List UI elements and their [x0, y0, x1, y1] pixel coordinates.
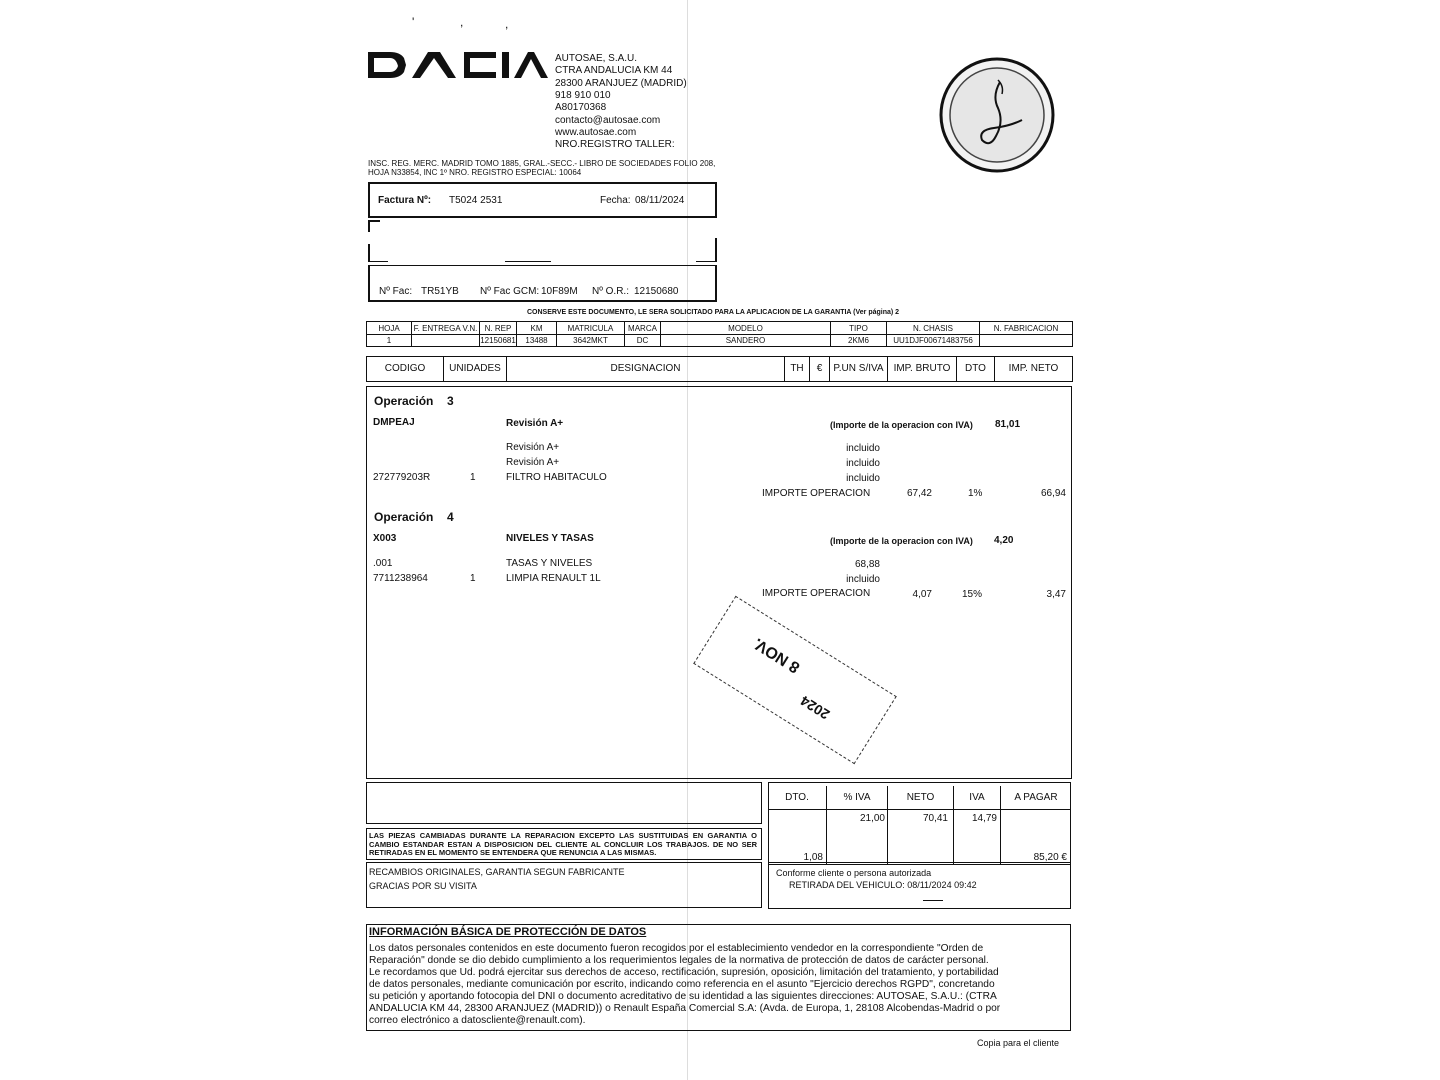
vehicle-value-cell: 1 — [366, 334, 412, 347]
scan-speck: , — [505, 17, 509, 31]
vehicle-header-cell: MATRICULA — [556, 321, 625, 335]
signature-line — [923, 900, 943, 901]
line-price: incluido — [846, 574, 880, 585]
totals-a-pagar: 85,20 € — [1033, 852, 1067, 863]
retirada-text: RETIRADA DEL VEHICULO: 08/11/2024 09:42 — [789, 880, 977, 890]
vehicle-value-cell: 3642MKT — [556, 334, 625, 347]
line-price: 68,88 — [854, 559, 880, 570]
items-header-cell: P.UN S/IVA — [829, 356, 888, 382]
bracket — [368, 220, 380, 222]
totals-header-cell: NETO — [888, 786, 954, 810]
totals-divider — [1000, 810, 1001, 865]
op3-number: 3 — [447, 394, 454, 408]
privacy-line: de datos personales, mediante comunicación por escrito, indicando como referencia en el asunto "Ejercicio derechos RGPD", concretando — [369, 979, 995, 990]
totals-header-cell: A PAGAR — [1001, 786, 1071, 810]
vehicle-header-cell: MARCA — [624, 321, 661, 335]
op4-iva-label: (Importe de la operacion con IVA) — [830, 536, 973, 546]
line-desc: LIMPIA RENAULT 1L — [506, 573, 601, 584]
op3-iva-value: 81,01 — [995, 419, 1021, 430]
company-line: 918 910 010 — [555, 89, 611, 101]
totals-divider — [887, 810, 888, 865]
op4-code: X003 — [373, 533, 397, 544]
vehicle-header-cell: MODELO — [660, 321, 831, 335]
line-price: incluido — [846, 473, 880, 484]
vehicle-header-cell: F. ENTREGA V.N. — [411, 321, 480, 335]
vehicle-header-cell: TIPO — [830, 321, 887, 335]
line-desc: Revisión A+ — [506, 442, 560, 453]
company-line: AUTOSAE, S.A.U. — [555, 53, 638, 64]
items-header-cell: CODIGO — [366, 356, 444, 382]
dacia-logo — [368, 52, 548, 78]
op3-code: DMPEAJ — [373, 417, 415, 428]
factura-number: T5024 2531 — [449, 195, 503, 206]
privacy-line: correo electrónico a datoscliente@renault.com). — [369, 1015, 586, 1026]
nfac-value: TR51YB — [421, 286, 459, 297]
items-header-cell: € — [809, 356, 830, 382]
op3-bruto: 67,42 — [906, 488, 932, 499]
line-units: 1 — [470, 472, 476, 483]
privacy-title: INFORMACIÓN BÁSICA DE PROTECCIÓN DE DATOS — [369, 926, 647, 938]
vehicle-value-cell — [979, 334, 1073, 347]
signature-seal — [938, 56, 1056, 174]
privacy-line: Le recordamos que Ud. podrá ejercitar sus derechos de acceso, rectificación, supresión, oposición, limitación del tratamiento, y portabilidad — [369, 967, 999, 978]
privacy-line: Los datos personales contenidos en este documento fueron recogidos por el establecimiento vendedor en la correspondiente "Orden de — [369, 943, 984, 954]
totals-header-cell: DTO. — [768, 786, 827, 810]
op3-iva-label: (Importe de la operacion con IVA) — [830, 420, 973, 430]
op4-importe-label: IMPORTE OPERACION — [762, 588, 871, 599]
line-code: 272779203R — [373, 472, 431, 483]
line-price: incluido — [846, 458, 880, 469]
fecha-value: 08/11/2024 — [635, 195, 685, 206]
vehicle-value-cell: SANDERO — [660, 334, 831, 347]
line-units: 1 — [470, 573, 476, 584]
op3-title: Operación — [374, 394, 434, 408]
pieces-notice: LAS PIEZAS CAMBIADAS DURANTE LA REPARACION EXCEPTO LAS SUSTITUIDAS EN GARANTIA O CAMBIO ESTANDAR ESTAN A DISPOSICION DEL CLIENTE AL CONCLUIR LOS TRABAJOS. DE NO SER RETIRADAS EN EL MOMENTO SE ENTENDERA QUE RENUNCIA A LAS MISMAS. — [369, 831, 757, 857]
bracket — [696, 261, 716, 262]
nfac-gcm-label: Nº Fac GCM: — [480, 286, 540, 297]
totals-neto: 70,41 — [922, 813, 948, 824]
copia-label: Copia para el cliente — [977, 1038, 1060, 1048]
company-line: A80170368 — [555, 102, 607, 114]
totals-divider — [826, 810, 827, 865]
vehicle-value-cell: UU1DJF00671483756 — [886, 334, 980, 347]
company-line: 28300 ARANJUEZ (MADRID) — [555, 77, 687, 89]
company-line: contacto@autosae.com — [555, 114, 661, 126]
line-code: 7711238964 — [373, 573, 428, 584]
vehicle-header-cell: N. FABRICACION — [979, 321, 1073, 335]
op4-iva-value: 4,20 — [994, 535, 1014, 546]
op3-name: Revisión A+ — [506, 418, 564, 429]
totals-dto: 1,08 — [803, 852, 823, 863]
line-desc: TASAS Y NIVELES — [506, 558, 593, 569]
items-header-cell: IMP. BRUTO — [887, 356, 957, 382]
privacy-line: su petición y aportando fotocopia del DNI o documento acreditativo de su identidad a las siguientes direcciones: AUTOSAE, S.A.U.: (CTRA — [369, 991, 997, 1002]
privacy-line: Reparación" donde se dio debido cumplimiento a los requerimientos legales de la normativa de protección de datos de carácter personal. — [369, 955, 989, 966]
pieces-notice-box — [366, 828, 762, 860]
company-line: NRO.REGISTRO TALLER: — [555, 139, 675, 151]
company-line: www.autosae.com — [555, 126, 637, 138]
op3-importe-label: IMPORTE OPERACION — [762, 488, 871, 499]
company-line: CTRA ANDALUCIA KM 44 — [555, 65, 673, 77]
vehicle-value-cell — [411, 334, 480, 347]
vehicle-value-cell: 13488 — [516, 334, 557, 347]
op4-number: 4 — [447, 510, 454, 524]
or-value: 12150680 — [634, 286, 679, 297]
vehicle-value-cell: 2KM6 — [830, 334, 887, 347]
notes-box — [366, 782, 762, 824]
op3-dto: 1% — [968, 488, 983, 499]
stamp-year: 2024 — [797, 692, 833, 723]
vehicle-header-cell: KM — [516, 321, 557, 335]
vehicle-header-cell: N. CHASIS — [886, 321, 980, 335]
op4-dto: 15% — [962, 589, 983, 600]
fecha-label: Fecha: — [600, 195, 631, 206]
redaction-line — [505, 261, 551, 262]
items-header-cell: DTO — [956, 356, 995, 382]
totals-iva: 14,79 — [971, 813, 997, 824]
conforme-text: Conforme cliente o persona autorizada — [776, 868, 932, 878]
bracket — [715, 238, 717, 262]
or-label: Nº O.R.: — [592, 286, 629, 297]
bracket — [368, 261, 388, 262]
totals-divider — [953, 810, 954, 865]
items-header-cell: TH — [784, 356, 810, 382]
factura-label: Factura Nº: — [378, 195, 432, 206]
recambios-text: RECAMBIOS ORIGINALES, GARANTIA SEGUN FABRICANTE — [369, 867, 625, 877]
vehicle-value-cell: DC — [624, 334, 661, 347]
line-desc: FILTRO HABITACULO — [506, 472, 607, 483]
registry-line-1: INSC. REG. MERC. MADRID TOMO 1885, GRAL.-SECC.- LIBRO DE SOCIEDADES FOLIO 208, — [368, 159, 716, 168]
op4-name: NIVELES Y TASAS — [506, 533, 594, 544]
gracias-text: GRACIAS POR SU VISITA — [369, 881, 477, 891]
line-desc: Revisión A+ — [506, 457, 560, 468]
op4-title: Operación — [374, 510, 434, 524]
totals-header-cell: % IVA — [827, 786, 888, 810]
nfac-label: Nº Fac: — [379, 286, 413, 297]
vehicle-header-cell: N. REP — [479, 321, 517, 335]
items-header-cell: UNIDADES — [443, 356, 507, 382]
op4-bruto: 4,07 — [912, 589, 932, 600]
items-header-cell: IMP. NETO — [994, 356, 1073, 382]
totals-header-cell: IVA — [954, 786, 1001, 810]
vehicle-header-cell: HOJA — [366, 321, 412, 335]
nfac-gcm-value: 10F89M — [541, 286, 578, 297]
op3-neto: 66,94 — [1040, 488, 1066, 499]
privacy-line: ANDALUCIA KM 44, 28300 ARANJUEZ (MADRID)) o Renault España Comercial S.A: (Avda. de Europa, 1, 28108 Alcobendas-Madrid o por — [369, 1003, 1001, 1014]
registry-line-2: HOJA N33854, INC 1º NRO. REGISTRO ESPECIAL: 10064 — [368, 168, 582, 177]
line-code: .001 — [373, 558, 393, 569]
op4-neto: 3,47 — [1046, 589, 1066, 600]
warranty-notice: CONSERVE ESTE DOCUMENTO, LE SERA SOLICITADO PARA LA APLICACION DE LA GARANTIA (Ver página) 2 — [527, 309, 900, 316]
stamp-day: 8 NOV. — [750, 634, 804, 676]
bracket — [368, 244, 370, 262]
line-price: incluido — [846, 443, 880, 454]
items-header-cell: DESIGNACION — [506, 356, 785, 382]
totals-iva-pct: 21,00 — [859, 813, 885, 824]
vehicle-value-cell: 12150681 — [480, 336, 516, 345]
scan-speck: ' — [412, 15, 415, 29]
scan-speck: , — [460, 15, 464, 29]
